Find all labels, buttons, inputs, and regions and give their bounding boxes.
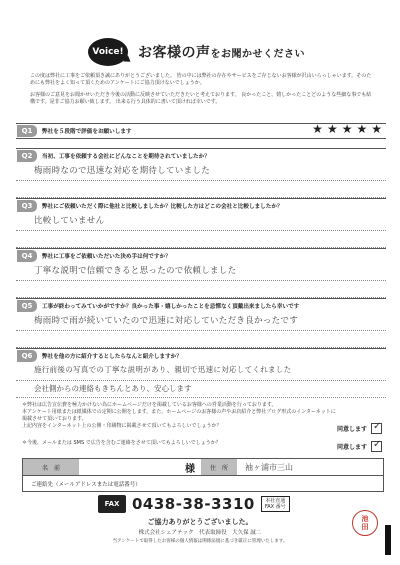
answer-text: 梅雨時なので迅速な対応を期待していました — [34, 166, 211, 176]
question-number: Q1 — [17, 125, 37, 137]
question-6 — [16, 348, 386, 398]
consent-line-5: ＊今後、メールまたは SMS で広告を含むご連絡をさせて頂いてもよろしいでしょうか？ — [22, 440, 221, 446]
fax-tag-line-1: 本社直通 — [265, 498, 286, 504]
consent-section — [22, 402, 382, 447]
stamp-line-2: 田 — [361, 523, 369, 531]
consent-line-1: ＊弊社は広告宣伝費を極力かけない為にホームページだけを掲載しているお客様への営業活動を行っております。 — [22, 402, 277, 408]
answer-text: 梅雨時で雨が続いていたので迅速に対応していただき良かったです — [34, 316, 299, 326]
survey-title — [138, 42, 305, 62]
check-mark-icon: ✓ — [373, 421, 382, 432]
answer-text: 施行前後の写真での丁寧な説明があり、親切で迅速に対応してくれました — [34, 365, 292, 374]
answer-line-blank[interactable] — [16, 231, 386, 248]
question-text: 弊社にご依頼いただく際に他社と比較しましたか？比較した方はどこの会社と比較しましたか？ — [42, 203, 283, 210]
question-number: Q4 — [17, 250, 37, 262]
answer-field-line-2[interactable] — [16, 381, 386, 398]
agree-contact — [337, 441, 382, 452]
customer-info-form — [22, 458, 384, 492]
answer-text: 丁寧な説明で信頼できると思ったので依頼しました — [34, 266, 237, 276]
name-label: 名 前 — [23, 459, 79, 475]
address-label: 住 所 — [201, 459, 237, 475]
question-number: Q2 — [17, 150, 37, 162]
rating-stars[interactable] — [312, 123, 382, 136]
intro-text — [30, 73, 375, 107]
agree-label: 同意します — [336, 426, 367, 433]
seal-stamp — [352, 510, 378, 536]
voice-badge: Voice! — [88, 38, 128, 66]
intro-paragraph-2: お客様のご意見をお聞かせいただき今後の活動に反映させていただきたいと考えております。 良かったこと、嬉しかったことどのような些細な事でも結構です。是非ご協力お願い致します。 出来る行う具体的に書いて頂ければ幸いです。 — [30, 91, 372, 106]
fax-tag — [261, 496, 290, 512]
contact-field[interactable]: ご連絡先（メールアドレスまたは電話番号） — [31, 482, 141, 488]
answer-line-blank[interactable] — [16, 181, 386, 198]
agree-label: 同意します — [336, 444, 367, 451]
consent-line-4: 上記内容をインターネット上の公開・印刷物に掲載させて頂いてもよろしいでしょうか？ — [22, 423, 222, 429]
answer-field[interactable] — [16, 362, 386, 381]
question-4 — [16, 248, 386, 298]
privacy-note: 当アンケートで取得したお客様の個人情報は関係法規に基づき厳正に管理いたします。 — [112, 539, 288, 544]
star-icon: ★ — [326, 122, 338, 136]
question-number: Q5 — [17, 300, 37, 312]
consent-line-3: 掲載させて頂いております。 — [22, 416, 87, 422]
question-text: 当初、工事を依頼する会社にどんなことを期待されていましたか？ — [42, 153, 210, 160]
address-field[interactable]: 袖ヶ浦市三山 — [245, 462, 293, 472]
star-icon: ★ — [371, 122, 382, 136]
question-3 — [16, 198, 386, 248]
fax-banner — [98, 495, 290, 513]
answer-line-blank[interactable] — [16, 281, 386, 298]
fax-number: 0438-38-3310 — [132, 495, 255, 513]
question-5 — [16, 298, 386, 348]
answer-text-line-2: 会社側からの連絡もきちんとあり、安心します — [34, 384, 192, 393]
check-mark-icon: ✓ — [373, 439, 382, 450]
agree-publish — [337, 423, 382, 434]
fax-icon: FAX — [98, 495, 126, 513]
question-text: 工事が終わってみていかがですか？良かった事・嬉しかったことを忌憚なく頂戴出来ましたら幸いです — [42, 303, 300, 310]
thanks-message: ご協力ありがとうございました。 — [147, 518, 253, 526]
answer-field[interactable] — [16, 262, 386, 281]
stamp-line-1: 池 — [361, 515, 369, 523]
star-icon: ★ — [312, 122, 323, 136]
answer-line-blank[interactable] — [16, 331, 386, 348]
question-text: 弊社を他の方に紹介するとしたらなんと紹介しますか？ — [42, 353, 182, 360]
star-icon: ★ — [341, 122, 353, 136]
question-number: Q3 — [17, 200, 37, 212]
title-main: お客様の声 — [138, 45, 211, 61]
intro-paragraph-1: この度は弊社に工事をご依頼頂き誠にありがとうございました。 皆の中には弊社の存在やサービスをご存じないお客様が沢山いらっしゃいます。そのためにも弊社をよく知って頂くためのアンケートにご協力頂けないでしょうか。 — [30, 73, 372, 87]
agree-contact-checkbox[interactable] — [371, 441, 382, 452]
question-text: 弊社を５段階で評価をお願いします — [42, 129, 132, 135]
question-1 — [16, 123, 386, 139]
agree-publish-checkbox[interactable] — [371, 423, 382, 434]
name-field[interactable]: 様 — [185, 463, 195, 475]
answer-field[interactable] — [16, 162, 386, 181]
question-2 — [16, 148, 386, 198]
star-icon: ★ — [356, 122, 368, 136]
page-edge-mark — [385, 525, 391, 555]
answer-field[interactable] — [16, 212, 386, 231]
answer-field[interactable] — [16, 312, 386, 331]
answer-text: 比較していません — [34, 216, 105, 226]
survey-header — [88, 38, 305, 66]
title-sub: をお聞かせください — [210, 49, 305, 60]
company-name: 株式会社シェアテック 代表取締役 大久保 誠二 — [138, 530, 262, 536]
consent-line-2: 本アンケート用紙または紙媒体での定期に公開をします。また、ホームページのお客様の声やお店紹介と弊社ブログ形式のインターネットに — [22, 409, 336, 415]
question-number: Q6 — [17, 350, 37, 362]
question-text: 弊社に工事をご依頼いただいた決め手は何ですか？ — [42, 253, 171, 260]
fax-tag-line-2: FAX 番号 — [264, 504, 286, 510]
